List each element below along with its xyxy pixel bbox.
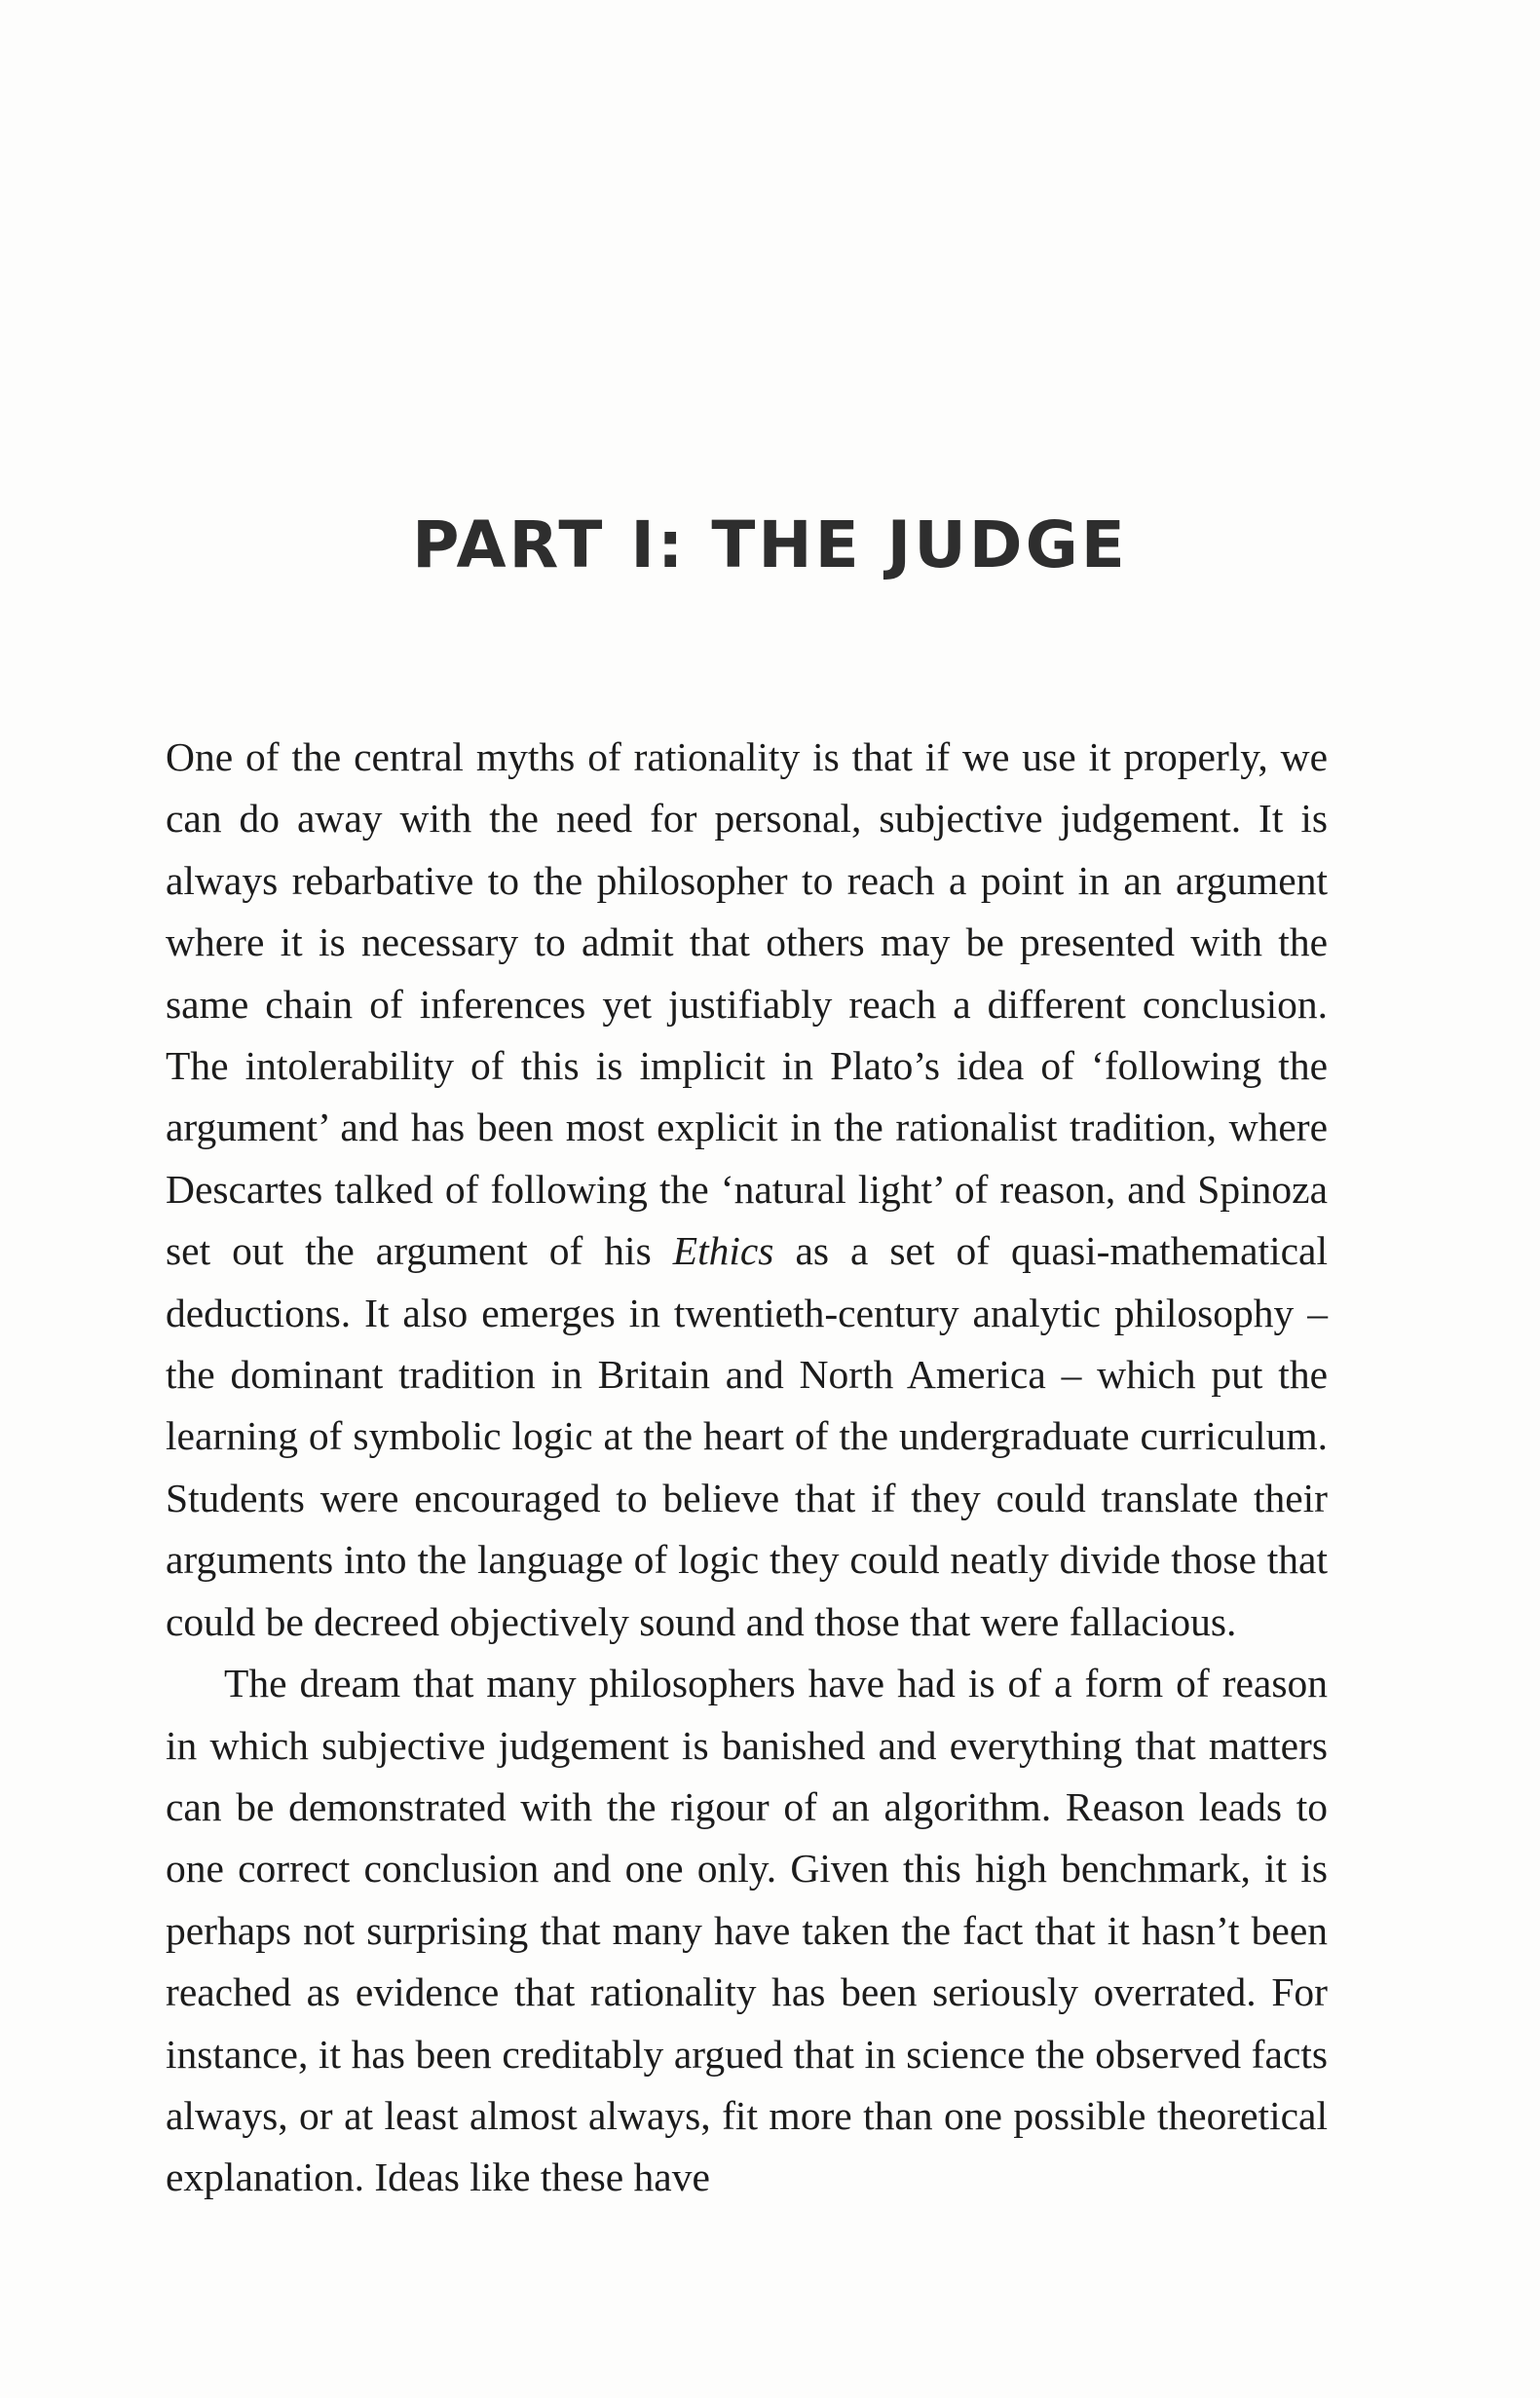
paragraph-1-text-start: One of the central myths of rationality is that if we use it properly, we can do away with the need for personal, subjective judgement. It is always rebarbative to the philosopher to reach a point in an argument where it is necessary to admit that others may be presented with the same chain of inferences yet justifiably reach a different conclusion. The intolerability of this is implicit in Plato’s idea of ‘following the argument’ and has been most explicit in the rationalist tradition, where Descartes talked of following the ‘natural light’ of reason, and Spinoza set out the argument of his — [166, 734, 1328, 1274]
body-text — [166, 727, 1328, 2209]
paragraph-1-text-end: as a set of quasi-mathematical deductions. It also emerges in twentieth-century analytic philosophy – the dominant tradition in Britain and North America – which put the learning of symbolic logic at the heart of the undergraduate curriculum. Students were encouraged to believe that if they could translate their arguments into the language of logic they could neatly divide those that could be decreed objectively sound and those that were fallacious. — [166, 1228, 1328, 1644]
book-title-ethics: Ethics — [672, 1228, 774, 1274]
paragraph-2: The dream that many philosophers have had is of a form of reason in which subjective judgement is banished and everything that matters can be demonstrated with the rigour of an algorithm. Reason leads to one correct conclusion and one only. Given this high benchmark, it is perhaps not surprising that many have taken the fact that it hasn’t been reached as evidence that rationality has been seriously overrated. For instance, it has been creditably argued that in science the observed facts always, or at least almost always, fit more than one possible theoretical explanation. Ideas like these have — [166, 1661, 1328, 2200]
paragraph-1 — [166, 727, 1328, 1653]
part-title: PART I: THE JUDGE — [412, 507, 1128, 582]
